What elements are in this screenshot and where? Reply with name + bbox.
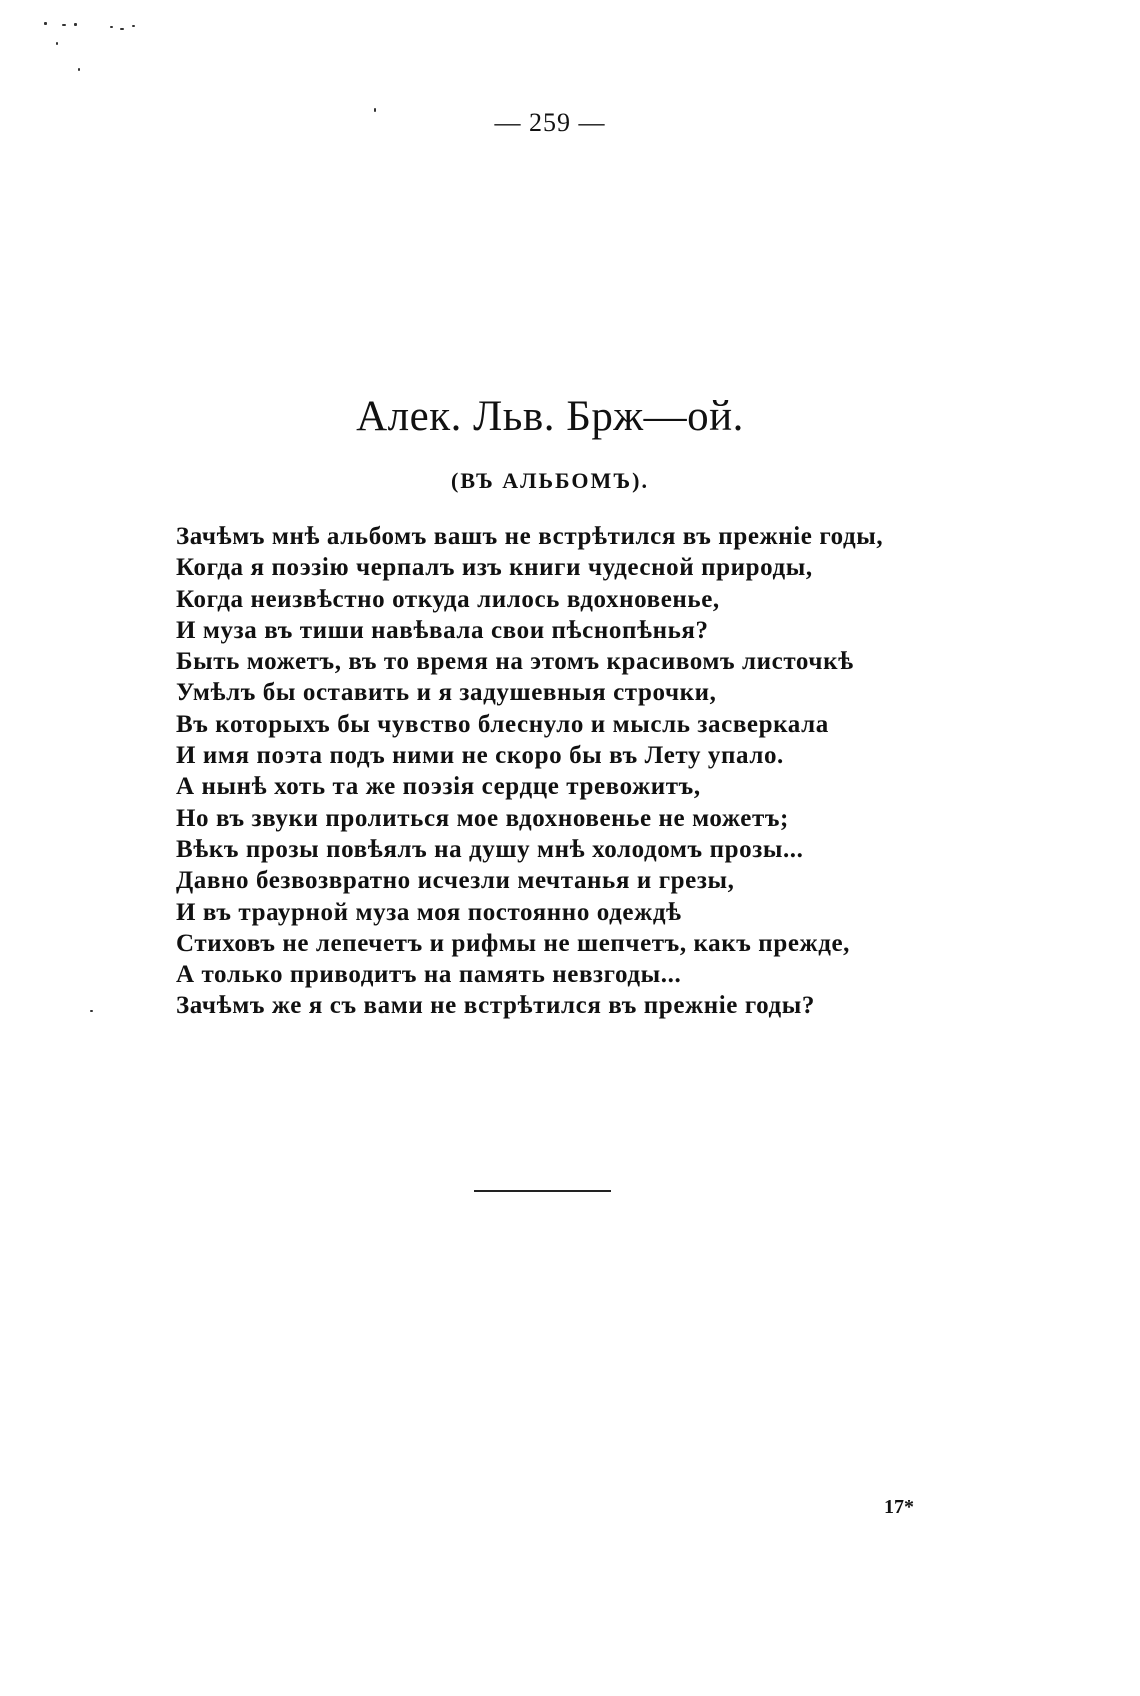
- poem-line: Когда я поэзію черпалъ изъ книги чудесной природы,: [176, 554, 813, 582]
- poem-line: Въ которыхъ бы чувство блеснуло и мысль засверкала: [176, 710, 829, 738]
- poem-line: Стиховъ не лепечетъ и рифмы не шепчетъ, какъ прежде,: [176, 929, 851, 957]
- poem-line: Когда неизвѣстно откуда лилось вдохновенье,: [176, 585, 720, 613]
- scan-speck: [120, 28, 124, 30]
- poem-subtitle: (ВЪ АЛЬБОМЪ).: [451, 468, 649, 493]
- poem-line: Давно безвозвратно исчезли мечтанья и грезы,: [176, 867, 735, 895]
- poem-line: Вѣкъ прозы повѣялъ на душу мнѣ холодомъ прозы...: [176, 835, 804, 863]
- scan-speck: [90, 1010, 93, 1012]
- section-divider: [474, 1190, 611, 1192]
- poem-line: И муза въ тиши навѣвала свои пѣснопѣнья?: [176, 616, 709, 644]
- page-number: — 259 —: [494, 108, 606, 137]
- poem-line: Быть можетъ, въ то время на этомъ красивомъ листочкѣ: [176, 648, 854, 676]
- poem-line: А нынѣ хоть та же поэзія сердце тревожитъ,: [176, 773, 701, 801]
- poem-line: И имя поэта подъ ними не скоро бы въ Лету упало.: [176, 742, 784, 770]
- poem-line: Но въ звуки пролиться мое вдохновенье не можетъ;: [176, 804, 789, 832]
- scan-speck: [110, 26, 113, 28]
- poem-title: Алек. Льв. Брж—ой.: [356, 393, 744, 440]
- poem-line: Зачѣмъ же я съ вами не встрѣтился въ прежніе годы?: [176, 992, 816, 1020]
- scan-speck: [44, 22, 47, 25]
- poem-line: Умѣлъ бы оставить и я задушевныя строчки,: [176, 679, 717, 707]
- scan-speck: [56, 42, 58, 45]
- scan-speck: [132, 25, 135, 27]
- scan-speck: [74, 23, 77, 26]
- poem-line: Зачѣмъ мнѣ альбомъ вашъ не встрѣтился въ прежніе годы,: [176, 523, 884, 550]
- scan-speck: [78, 68, 80, 71]
- poem-body: [176, 521, 1036, 1022]
- signature-mark: 17*: [884, 1496, 914, 1518]
- poem-line: А только приводитъ на память невзгоды...: [176, 961, 682, 989]
- scan-speck: [62, 24, 66, 26]
- poem-line: И въ траурной муза моя постоянно одеждѣ: [176, 898, 682, 926]
